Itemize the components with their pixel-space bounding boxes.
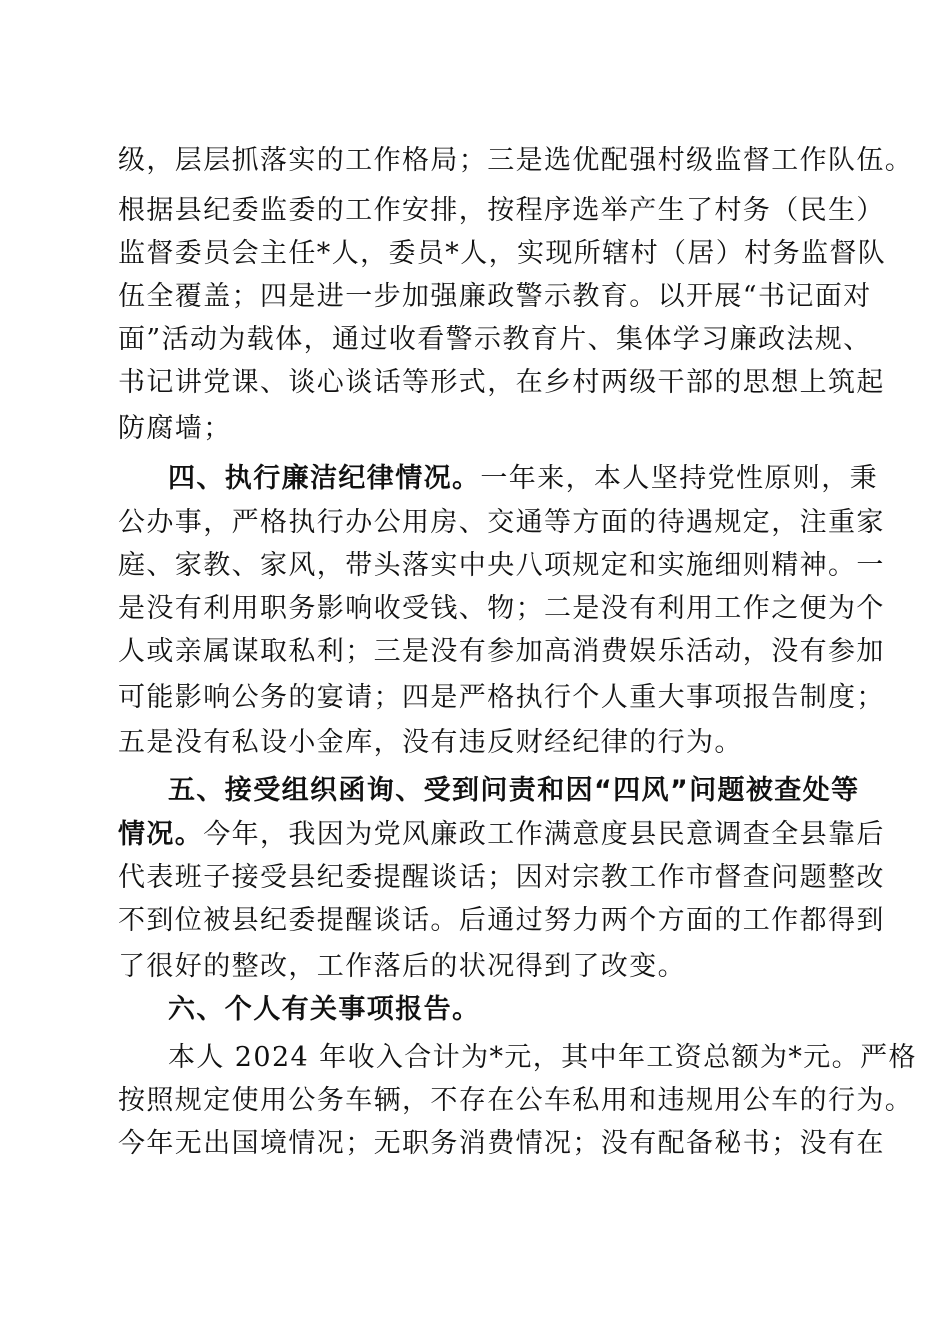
text-line: 五是没有私设小金库，没有违反财经纪律的行为。 bbox=[118, 727, 743, 758]
text-line: 今年无出国境情况；无职务消费情况；没有配备秘书；没有在 bbox=[118, 1128, 885, 1159]
text-line: 代表班子接受县纪委提醒谈话；因对宗教工作市督查问题整改 bbox=[118, 862, 885, 893]
text-line: 伍全覆盖；四是进一步加强廉政警示教育。以开展“书记面对 bbox=[118, 281, 872, 312]
text-line: 公办事，严格执行办公用房、交通等方面的待遇规定，注重家 bbox=[118, 507, 885, 538]
text-line: 按照规定使用公务车辆，不存在公车私用和违规用公车的行为。 bbox=[118, 1085, 914, 1116]
text-line: 面”活动为载体，通过收看警示教育片、集体学习廉政法规、 bbox=[118, 324, 872, 355]
text-line: 了很好的整改，工作落后的状况得到了改变。 bbox=[118, 951, 686, 982]
text-line: 监督委员会主任*人，委员*人，实现所辖村（居）村务监督队 bbox=[118, 238, 887, 269]
text-line: 书记讲党课、谈心谈话等形式，在乡村两级干部的思想上筑起 bbox=[118, 367, 885, 398]
section-5-heading-end: 情况。 bbox=[118, 819, 204, 850]
text-line: 防腐墙； bbox=[118, 413, 232, 444]
text-line: 不到位被县纪委提醒谈话。后通过努力两个方面的工作都得到 bbox=[118, 905, 885, 936]
section-4-first-line bbox=[168, 461, 878, 497]
section-5-heading: 五、接受组织函询、受到问责和因“四风”问题被查处等 bbox=[168, 775, 860, 806]
section-4-text: 一年来，本人坚持党性原则，秉 bbox=[480, 463, 879, 494]
text-line: 人或亲属谋取私利；三是没有参加高消费娱乐活动，没有参加 bbox=[118, 636, 885, 667]
text-line: 根据县纪委监委的工作安排，按程序选举产生了村务（民生） bbox=[118, 195, 885, 226]
text-line: 本人 2024 年收入合计为*元，其中年工资总额为*元。严格 bbox=[168, 1042, 917, 1073]
section-5-second-line bbox=[118, 817, 885, 853]
text-line: 级，层层抓落实的工作格局；三是选优配强村级监督工作队伍。 bbox=[118, 145, 914, 176]
section-5-text: 今年，我因为党风廉政工作满意度县民意调查全县靠后 bbox=[203, 819, 885, 850]
text-line: 可能影响公务的宴请；四是严格执行个人重大事项报告制度； bbox=[118, 682, 885, 713]
section-4-heading: 四、执行廉洁纪律情况。 bbox=[168, 463, 481, 494]
section-6-heading: 六、个人有关事项报告。 bbox=[168, 994, 481, 1025]
text-line: 庭、家教、家风，带头落实中央八项规定和实施细则精神。一 bbox=[118, 550, 885, 581]
text-line: 是没有利用职务影响收受钱、物；二是没有利用工作之便为个 bbox=[118, 593, 885, 624]
